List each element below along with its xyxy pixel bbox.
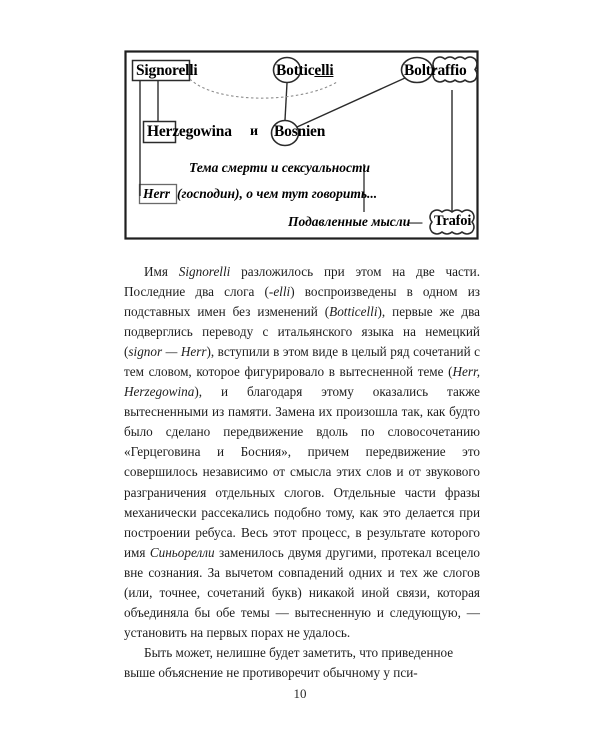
paragraph-1 <box>124 262 480 643</box>
connector-bosnien-boltraffio <box>297 78 405 127</box>
p1-part-2: разложилось при этом на две части. Последние два слога (- <box>124 264 480 300</box>
bosnien-circled-text: Bo <box>274 123 292 140</box>
paragraph-2 <box>124 643 480 683</box>
herr-tail-text: (господин), о чем тут говорить... <box>177 186 378 201</box>
node-herr <box>143 186 377 202</box>
node-repressed: Подавленные мысли <box>288 214 411 229</box>
botticelli-circled-text: Bo <box>276 62 294 79</box>
node-signorelli <box>136 62 197 80</box>
p1-italic-2: elli <box>273 284 291 300</box>
herzegowina-tail-text: zegowina <box>172 123 232 140</box>
p1-part-7: заменилось двумя другими, протекал всецело вне сознания. За вычетом совпадений одних и тех же слогов (или, точнее, сочетаний букв) никакой иной связи, которая объединяла бы обе темы — вытесненную и следующую, — установить на первых порах не удалось. <box>124 544 481 640</box>
signorelli-boxed-text: Signor <box>136 62 179 79</box>
connector-botticelli-bosnien <box>285 83 287 120</box>
p1-italic-5: Herr, Herzegowina <box>124 364 480 400</box>
node-botticelli <box>276 62 333 80</box>
body-text-block <box>124 262 480 683</box>
botticelli-mid-text: ttic <box>293 62 315 79</box>
boltraffio-circled-text: Bol <box>404 62 426 79</box>
bosnien-tail-text: snien <box>291 123 326 140</box>
node-dash: — <box>409 214 423 229</box>
connector-elli-arc <box>190 79 337 98</box>
node-boltraffio <box>404 62 467 80</box>
diagram-figure <box>0 0 600 250</box>
p1-part-6: ), и благодаря этому оказались также вытесненными из памяти. Замена их произошла так, как будто было сделано передвижение вдоль по словосочетанию «Герцеговина и Босния», причем передвижение это совершилось независимо от смысла этих слов и от звукового разграничения отдельных слогов. Отдельные части фразы механически рассекались подобно тому, как это делается при построении ребуса. Весь этот процесс, в результате которого имя <box>124 384 480 560</box>
p2-part-1: Быть может, нелишне будет заметить, что приведенное выше объяснение не противоречит обычному у пси- <box>124 644 454 680</box>
p1-part-1: Имя <box>144 264 179 279</box>
p1-italic-4: signor — Herr <box>128 344 207 360</box>
signorelli-tail-text: elli <box>178 62 198 79</box>
node-herzegowina <box>147 123 232 141</box>
herr-boxed-text: Herr <box>143 186 170 201</box>
herzegowina-boxed-text: Her <box>147 123 173 140</box>
node-bosnien <box>274 123 325 141</box>
node-theme: Тема смерти и сексуальности <box>189 160 370 175</box>
p1-part-4: ), первые же два подверглись переводу с итальянского языка на немецкий ( <box>124 304 480 360</box>
p1-part-5: ), вступили в этом виде в целый ряд сочетаний с тем словом, которое фигурировало в вытесненной теме ( <box>124 344 480 380</box>
page-number: 10 <box>293 686 307 701</box>
node-trafoi: Trafoi <box>434 213 472 229</box>
p1-italic-3: Botticelli <box>329 304 378 320</box>
botticelli-underlined-text: elli <box>314 62 334 79</box>
node-conjunction: и <box>250 124 258 139</box>
p1-italic-6: Синьорелли <box>149 544 215 560</box>
boltraffio-scalloped-text: traffio <box>425 62 467 79</box>
p1-italic-1: Signorelli <box>178 264 231 279</box>
p1-part-3: ) воспроизведены в одном из подставных имен без изменений ( <box>124 284 480 320</box>
